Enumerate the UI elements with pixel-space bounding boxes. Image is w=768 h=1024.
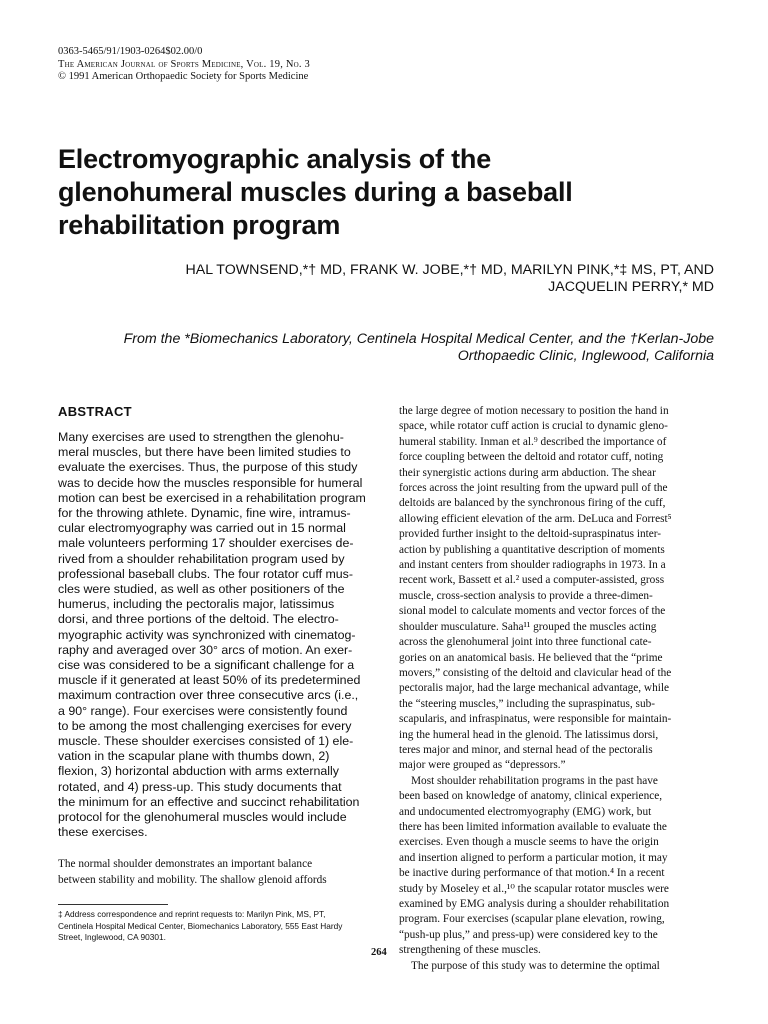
body-line: shoulder musculature. Saha¹¹ grouped the muscles acting xyxy=(399,620,657,633)
body-line: rived from a shoulder rehabilitation program used by xyxy=(58,551,345,566)
body-line: evaluate the exercises. Thus, the purpose of this study xyxy=(58,460,358,475)
body-line: recent work, Bassett et al.² used a computer-assisted, gross xyxy=(399,574,665,587)
journal-citation: The American Journal of Sports Medicine, Vol. 19, No. 3 xyxy=(58,58,310,70)
body-line: across the glenohumeral joint into three functional cate- xyxy=(399,636,652,649)
body-line: allowing efficient elevation of the arm. DeLuca and Forrest⁵ xyxy=(399,512,672,525)
page-number: 264 xyxy=(371,947,387,958)
body-line: “push-up plus,” and press-up) were considered key to the xyxy=(399,928,658,941)
author-list xyxy=(58,262,714,296)
body-line: muscle if it generated at least 50% of its predetermined xyxy=(58,673,361,688)
author-line: JACQUELIN PERRY,* MD xyxy=(548,279,714,295)
body-line: Most shoulder rehabilitation programs in the past have xyxy=(411,774,658,787)
body-line: myographic activity was synchronized with cinematog- xyxy=(58,627,356,642)
footnote-line: Centinela Hospital Medical Center, Biomechanics Laboratory, 555 East Hardy xyxy=(58,920,343,931)
body-line: maximum contraction over three consecutive arcs (i.e., xyxy=(58,688,359,703)
body-line: program. Four exercises (scapular plane elevation, rowing, xyxy=(399,913,665,926)
journal-header xyxy=(58,46,458,84)
body-line: major were grouped as “depressors.” xyxy=(399,759,566,772)
footnote xyxy=(58,909,378,944)
title-line: rehabilitation program xyxy=(58,210,341,240)
body-line: protocol for the glenohumeral muscles would include xyxy=(58,810,347,825)
body-line: rotated, and 4) press-up. This study documents that xyxy=(58,779,342,794)
body-line: a 90° range). Four exercises were consistently found xyxy=(58,703,348,718)
body-line: was to decide how the muscles responsible for humeral xyxy=(58,475,363,490)
body-line: humerus, including the pectoralis major, latissimus xyxy=(58,597,335,612)
body-line: ing the humeral head in the glenoid. The latissimus dorsi, xyxy=(399,728,659,741)
body-line: provided further insight to the deltoid-supraspinatus inter- xyxy=(399,528,662,541)
body-line: study by Moseley et al.,¹⁰ the scapular rotator muscles were xyxy=(399,882,669,895)
title-line: Electromyographic analysis of the xyxy=(58,144,492,174)
footnote-line: ‡ Address correspondence and reprint requests to: Marilyn Pink, MS, PT, xyxy=(58,909,326,919)
body-line: these exercises. xyxy=(58,825,148,840)
body-line: cular electromyography was carried out in 15 normal xyxy=(58,521,346,536)
body-line: humeral stability. Inman et al.⁹ described the importance of xyxy=(399,435,667,448)
footnote-line: Street, Inglewood, CA 90301. xyxy=(58,932,166,942)
body-line: movers,” consisting of the deltoid and clavicular head of the xyxy=(399,666,672,679)
body-line: professional baseball clubs. The four rotator cuff mus- xyxy=(58,566,354,581)
body-line: be inactive during performance of that motion.⁴ In a recent xyxy=(399,867,665,880)
body-line: strengthening of these muscles. xyxy=(399,944,541,957)
body-line: male volunteers performing 17 shoulder exercises de- xyxy=(58,536,354,551)
body-line: motion can best be exercised in a rehabilitation program xyxy=(58,490,366,505)
intro-paragraph xyxy=(58,857,370,888)
body-line: and instant centers from shoulder radiographs in 1973. In a xyxy=(399,559,666,572)
affiliation xyxy=(58,331,714,365)
body-line: their synergistic actions during arm abduction. The shear xyxy=(399,466,656,479)
body-line: The purpose of this study was to determine the optimal xyxy=(411,959,660,972)
body-line: cise was considered to be a significant challenge for a xyxy=(58,658,355,673)
body-line: exercises. Even though a muscle seems to have the origin xyxy=(399,836,659,849)
footnote-divider xyxy=(58,904,168,905)
body-line: sional model to calculate moments and vector forces of the xyxy=(399,605,666,618)
body-line: action by publishing a quantitative description of moments xyxy=(399,543,665,556)
body-line: vation in the scapular plane with thumbs down, 2) xyxy=(58,749,330,764)
body-line: the minimum for an effective and succinct rehabilitation xyxy=(58,794,360,809)
copyright-line: © 1991 American Orthopaedic Society for Sports Medicine xyxy=(58,71,309,82)
body-line: flexion, 3) horizontal abduction with arms externally xyxy=(58,764,339,779)
abstract-heading: ABSTRACT xyxy=(58,404,132,419)
body-line: cles were studied, as well as other positioners of the xyxy=(58,582,345,597)
body-line: muscle. These shoulder exercises consisted of 1) ele- xyxy=(58,734,354,749)
title-line: glenohumeral muscles during a baseball xyxy=(58,177,573,207)
article-title xyxy=(58,143,708,242)
affiliation-line: From the *Biomechanics Laboratory, Centinela Hospital Medical Center, and the †Kerlan-Jobe xyxy=(123,331,714,347)
body-line: pectoralis major, had the large mechanical advantage, while xyxy=(399,682,670,695)
body-line: scapularis, and infraspinatus, were responsible for maintain- xyxy=(399,713,672,726)
body-line: force coupling between the deltoid and rotator cuff, noting xyxy=(399,451,664,464)
abstract-body xyxy=(58,430,370,840)
body-line: forces across the joint resulting from the upward pull of the xyxy=(399,482,668,495)
body-line: been based on knowledge of anatomy, clinical experience, xyxy=(399,790,663,803)
body-line: between stability and mobility. The shallow glenoid affords xyxy=(58,873,327,886)
body-line: raphy and averaged over 30° arcs of motion. An exer- xyxy=(58,642,353,657)
body-line: meral muscles, but there have been limited studies to xyxy=(58,445,351,460)
body-line: deltoids are balanced by the synchronous firing of the cuff, xyxy=(399,497,666,510)
body-line: Many exercises are used to strengthen the glenohu- xyxy=(58,430,344,444)
body-line: dorsi, and three portions of the deltoid. The electro- xyxy=(58,612,339,627)
body-line: there has been limited information available to evaluate the xyxy=(399,820,667,833)
body-line: and insertion aligned to perform a particular motion, it may xyxy=(399,851,668,864)
body-line: muscle, cross-section analysis to provide a three-dimen- xyxy=(399,589,653,602)
body-line: for the throwing athlete. Dynamic, fine wire, intramus- xyxy=(58,506,351,521)
article-code: 0363-5465/91/1903-0264$02.00/0 xyxy=(58,46,203,57)
body-line: the large degree of motion necessary to position the hand in xyxy=(399,405,669,417)
right-column-body xyxy=(399,404,715,974)
body-line: and undocumented electromyography (EMG) work, but xyxy=(399,805,652,818)
body-line: the “steering muscles,” including the supraspinatus, sub- xyxy=(399,697,656,710)
body-line: to be among the most challenging exercises for every xyxy=(58,718,352,733)
body-line: examined by EMG analysis during a shoulder rehabilitation xyxy=(399,898,670,910)
body-line: teres major and minor, and sternal head of the pectoralis xyxy=(399,743,653,756)
author-line: HAL TOWNSEND,*† MD, FRANK W. JOBE,*† MD, MARILYN PINK,*‡ MS, PT, AND xyxy=(185,262,714,278)
affiliation-line: Orthopaedic Clinic, Inglewood, California xyxy=(457,348,714,364)
body-line: gories on an anatomical basis. He believed that the “prime xyxy=(399,651,663,664)
body-line: The normal shoulder demonstrates an important balance xyxy=(58,858,313,870)
body-line: space, while rotator cuff action is crucial to dynamic gleno- xyxy=(399,420,668,433)
